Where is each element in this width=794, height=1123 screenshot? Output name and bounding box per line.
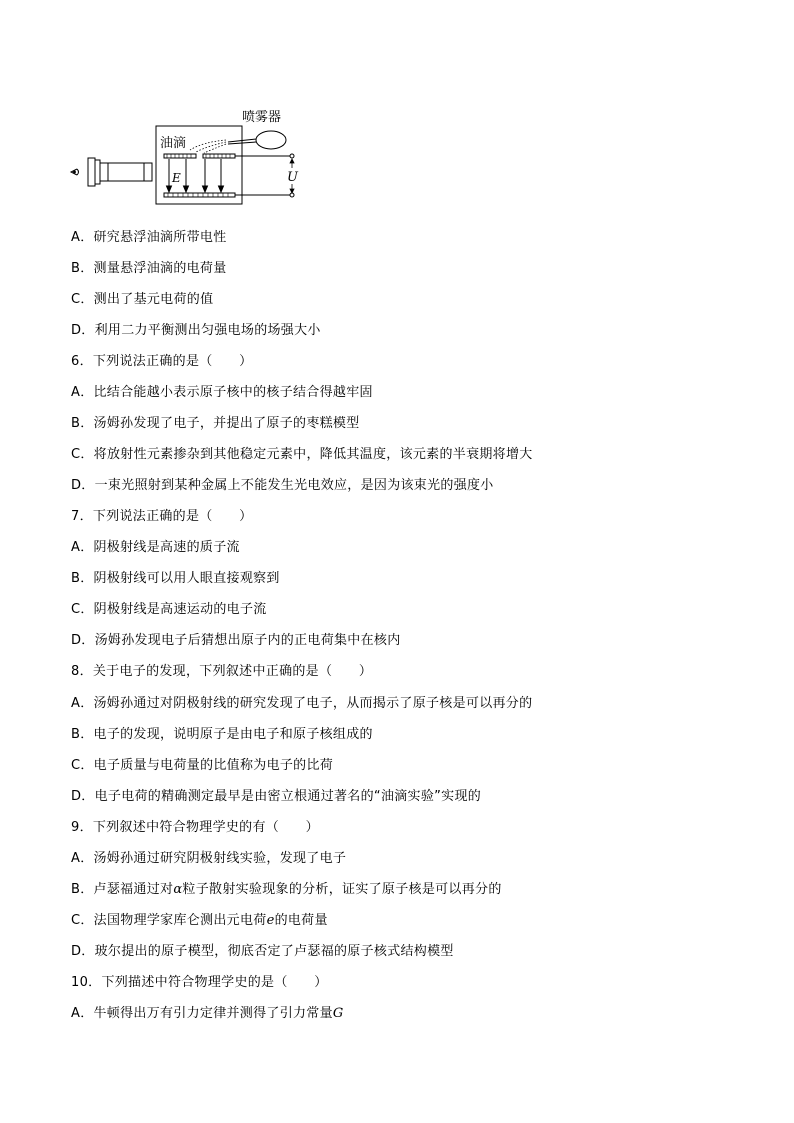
q8-option-b: B．电子的发现，说明原子是由电子和原子核组成的 [71, 727, 373, 742]
question-8: 8．关于电子的发现，下列叙述中正确的是（ ） [71, 664, 373, 679]
question-10: 10．下列描述中符合物理学史的是（ ） [71, 975, 328, 990]
q6-option-b: B．汤姆孙发现了电子，并提出了原子的枣糕模型 [71, 416, 360, 431]
oil-drop-label: 油滴 [160, 136, 187, 151]
question-7: 7．下列说法正确的是（ ） [71, 509, 253, 524]
q6-option-a: A．比结合能越小表示原子核中的核子结合得越牢固 [71, 385, 373, 400]
q7-option-b: B．阴极射线可以用人眼直接观察到 [71, 571, 280, 586]
voltage-label: U [287, 170, 298, 185]
q7-option-d: D．汤姆孙发现电子后猜想出原子内的正电荷集中在核内 [71, 633, 401, 648]
q6-option-c: C．将放射性元素掺杂到其他稳定元素中，降低其温度，该元素的半衰期将增大 [71, 447, 533, 462]
circuit-wires [235, 154, 294, 197]
alpha-symbol: α [173, 882, 183, 897]
q9-option-c [71, 913, 328, 929]
option-d: D．利用二力平衡测出匀强电场的场强大小 [71, 323, 321, 338]
sprayer-label: 喷雾器 [242, 110, 282, 125]
q7-option-c: C．阴极射线是高速运动的电子流 [71, 602, 267, 617]
microscope [88, 158, 152, 186]
q9b-text-2: 粒子散射实验现象的分析，证实了原子核是可以再分的 [182, 882, 502, 897]
q9c-text-2: 的电荷量 [274, 913, 328, 928]
e-symbol: e [266, 913, 275, 928]
g-symbol: G [332, 1006, 344, 1021]
lower-plate [164, 193, 235, 197]
q6-option-d: D．一束光照射到某种金属上不能发生光电效应，是因为该束光的强度小 [71, 478, 494, 493]
q8-option-d: D．电子电荷的精确测定最早是由密立根通过著名的“油滴实验”实现的 [71, 789, 482, 804]
option-c: C．测出了基元电荷的值 [71, 292, 214, 307]
eye-icon [71, 169, 79, 175]
oil-drop-apparatus-figure [68, 106, 308, 206]
option-a: A．研究悬浮油滴所带电性 [71, 230, 227, 245]
q9c-text-1: C．法国物理学家库仑测出元电荷 [71, 913, 267, 928]
q9-option-a: A．汤姆孙通过研究阴极射线实验，发现了电子 [71, 851, 347, 866]
q7-option-a: A．阴极射线是高速的质子流 [71, 540, 240, 555]
q10-option-a [71, 1006, 344, 1022]
question-9: 9．下列叙述中符合物理学史的有（ ） [71, 820, 319, 835]
q9-option-b [71, 882, 502, 898]
option-b: B．测量悬浮油滴的电荷量 [71, 261, 227, 276]
apparatus-diagram [68, 106, 308, 206]
question-6: 6．下列说法正确的是（ ） [71, 354, 253, 369]
q10a-text: A．牛顿得出万有引力定律并测得了引力常量 [71, 1006, 333, 1021]
field-label: E [172, 171, 181, 185]
q9b-text-1: B．卢瑟福通过对 [71, 882, 174, 897]
q8-option-a: A．汤姆孙通过对阴极射线的研究发现了电子，从而揭示了原子核是可以再分的 [71, 696, 533, 711]
q8-option-c: C．电子质量与电荷量的比值称为电子的比荷 [71, 758, 334, 773]
q9-option-d: D．玻尔提出的原子模型，彻底否定了卢瑟福的原子核式结构模型 [71, 944, 454, 959]
